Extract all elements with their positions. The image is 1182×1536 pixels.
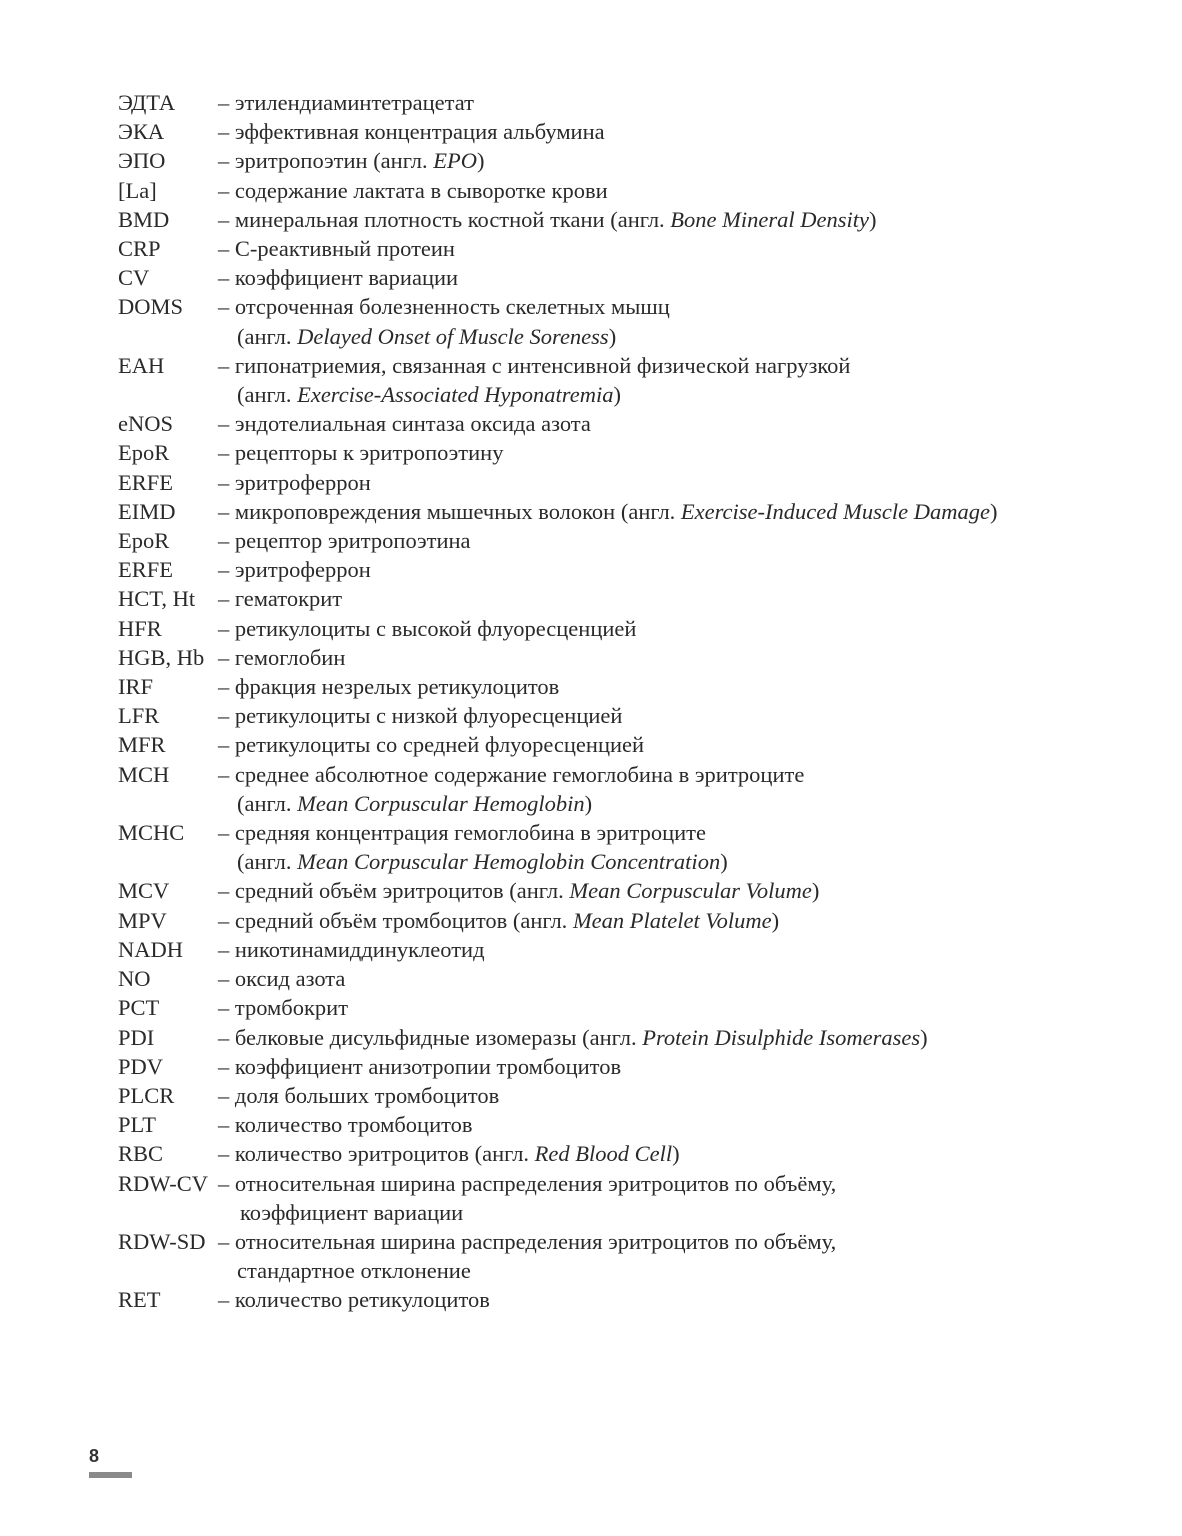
abbreviation-term: LFR (118, 703, 160, 729)
definition-text: относительная ширина распределения эритроцитов по объёму, (234, 1228, 837, 1254)
definition-text: количество тромбоцитов (234, 1112, 473, 1138)
definition-dash: – (218, 148, 230, 174)
definition-dash: – (218, 1024, 230, 1050)
definition-text: коэффициент анизотропии тромбоцитов (234, 1053, 622, 1079)
abbreviation-entry (118, 263, 1118, 292)
abbreviation-entry (118, 1110, 1118, 1139)
abbreviation-entry (118, 1052, 1118, 1081)
definition-text: ретикулоциты с низкой флуоресценцией (234, 703, 623, 729)
closing-paren: ) (613, 382, 621, 408)
definition-dash: – (218, 732, 230, 758)
abbreviation-term: RDW-SD (118, 1228, 206, 1254)
definition-dash: – (218, 1170, 230, 1196)
definition-text: эритропоэтин (англ. (234, 148, 434, 174)
definition-dash: – (218, 90, 230, 115)
definition-dash: – (218, 206, 230, 232)
definition-text: гематокрит (234, 586, 343, 612)
definition-text: ретикулоциты с высокой флуоресценцией (234, 615, 637, 641)
closing-paren: ) (989, 498, 998, 524)
definition-text: относительная ширина распределения эритроцитов по объёму, (234, 1170, 837, 1196)
definition-dash: – (218, 1112, 230, 1138)
definition-text: рецептор эритропоэтина (234, 528, 471, 554)
abbreviation-term: PCT (118, 995, 160, 1021)
closing-paren: ) (811, 878, 820, 904)
definition-dash: – (218, 615, 230, 641)
definition-dash: – (218, 1141, 230, 1167)
definition-dash: – (218, 411, 230, 437)
abbreviation-entry (118, 234, 1118, 263)
definition-dash: – (218, 1287, 230, 1313)
abbreviation-term: MCHC (118, 820, 185, 846)
abbreviation-entry (118, 730, 1118, 759)
definition-continuation (218, 322, 1118, 351)
definition-dash: – (218, 703, 230, 729)
abbreviation-term: HGB, Hb (118, 644, 205, 670)
definition-text: гипонатриемия, связанная с интенсивной физической нагрузкой (234, 352, 851, 378)
abbreviation-term: RDW-CV (118, 1170, 208, 1196)
definition-dash: – (218, 674, 230, 700)
definition-text: эритроферрон (234, 557, 371, 583)
abbreviation-entry (118, 1285, 1118, 1314)
definition-dash: – (218, 528, 230, 554)
abbreviation-term: CV (118, 265, 150, 291)
abbreviation-entry (118, 526, 1118, 555)
abbreviation-term: ЭПО (118, 148, 166, 174)
abbreviation-term: ЭКА (118, 119, 165, 145)
abbreviation-entry (118, 438, 1118, 467)
definition-text: доля больших тромбоцитов (234, 1082, 500, 1108)
definition-dash: – (218, 440, 230, 466)
abbreviation-term: ERFE (118, 557, 174, 583)
abbreviation-term: EIMD (118, 498, 176, 524)
abbreviation-term: PLT (118, 1112, 156, 1138)
abbreviation-term: NADH (118, 936, 183, 962)
definition-dash: – (218, 995, 230, 1021)
abbreviation-term: BMD (118, 206, 170, 232)
definition-text: среднее абсолютное содержание гемоглобина в эритроците (234, 761, 805, 787)
definition-dash: – (218, 236, 230, 262)
abbreviation-entry (118, 964, 1118, 993)
definition-text: количество эритроцитов (англ. (234, 1141, 535, 1167)
abbreviation-term: MCV (118, 878, 170, 904)
definition-dash: – (218, 498, 230, 524)
definition-text: рецепторы к эритропоэтину (234, 440, 504, 466)
abbreviation-entry (118, 468, 1118, 497)
english-term: Mean Corpuscular Volume (569, 878, 812, 904)
definition-continuation-text: (англ. (237, 849, 298, 875)
definition-continuation (218, 1256, 1118, 1285)
abbreviation-entry (118, 205, 1118, 234)
closing-paren: ) (608, 323, 617, 349)
abbreviation-entry (118, 409, 1118, 438)
definition-text: отсроченная болезненность скелетных мышц (234, 294, 670, 320)
abbreviation-entry (118, 351, 1118, 409)
abbreviation-entry (118, 906, 1118, 935)
definition-text: средний объём тромбоцитов (англ. (234, 907, 573, 933)
english-term: EPO (433, 148, 478, 174)
abbreviation-term: eNOS (118, 411, 173, 437)
definition-dash: – (218, 586, 230, 612)
definition-continuation-text: (англ. (237, 323, 298, 349)
definition-text: эндотелиальная синтаза оксида азота (234, 411, 591, 437)
english-term: Protein Disulphide Isomerases (642, 1024, 921, 1050)
definition-text: никотинамиддинуклеотид (234, 936, 485, 962)
abbreviation-entry (118, 292, 1118, 350)
abbreviation-term: EpoR (118, 528, 170, 554)
english-term: Bone Mineral Density (670, 206, 869, 232)
abbreviation-entry (118, 1227, 1118, 1285)
page-number: 8 (89, 1446, 100, 1466)
definition-dash: – (218, 878, 230, 904)
abbreviation-list (118, 88, 1118, 1315)
abbreviation-term: PDI (118, 1024, 155, 1050)
abbreviation-term: ERFE (118, 469, 174, 495)
abbreviation-term: MPV (118, 907, 167, 933)
abbreviation-term: HFR (118, 615, 162, 641)
definition-dash: – (218, 1228, 230, 1254)
abbreviation-term: HCT, Ht (118, 586, 196, 612)
definition-continuation-text: (англ. (237, 382, 298, 408)
english-term: Mean Platelet Volume (572, 907, 772, 933)
definition-text: оксид азота (234, 966, 346, 992)
abbreviation-entry (118, 146, 1118, 175)
closing-paren: ) (869, 206, 877, 232)
page-number-rule (89, 1472, 132, 1478)
abbreviation-entry (118, 935, 1118, 964)
abbreviation-entry (118, 614, 1118, 643)
abbreviation-entry (118, 993, 1118, 1022)
abbreviation-entry (118, 176, 1118, 205)
definition-text: минеральная плотность костной ткани (англ. (234, 206, 671, 232)
abbreviation-entry (118, 1169, 1118, 1227)
closing-paren: ) (771, 907, 780, 933)
abbreviation-term: PDV (118, 1053, 164, 1079)
abbreviation-term: PLCR (118, 1082, 175, 1108)
abbreviation-entry (118, 497, 1118, 526)
definition-continuation (218, 1198, 1118, 1227)
definition-continuation-text: коэффициент вариации (240, 1199, 464, 1225)
abbreviation-entry (118, 1139, 1118, 1168)
abbreviation-entry (118, 818, 1118, 876)
closing-paren: ) (477, 148, 485, 174)
definition-dash: – (218, 1053, 230, 1079)
closing-paren: ) (672, 1141, 680, 1167)
definition-text: С-реактивный протеин (234, 236, 455, 262)
definition-dash: – (218, 352, 230, 378)
definition-continuation-text: стандартное отклонение (237, 1258, 471, 1284)
definition-text: средний объём эритроцитов (англ. (234, 878, 570, 904)
abbreviation-term: NO (118, 966, 151, 992)
closing-paren: ) (920, 1024, 928, 1050)
definition-text: гемоглобин (234, 644, 346, 670)
definition-text: этилендиаминтетрацетат (234, 90, 474, 115)
english-term: Exercise-Induced Muscle Damage (680, 498, 990, 524)
abbreviation-entry (118, 1081, 1118, 1110)
definition-dash: – (218, 907, 230, 933)
abbreviation-term: [La] (118, 177, 157, 203)
abbreviation-term: MFR (118, 732, 166, 758)
english-term: Exercise-Associated Hyponatremia (297, 382, 614, 408)
definition-continuation-text: (англ. (237, 790, 298, 816)
definition-dash: – (218, 644, 230, 670)
definition-dash: – (218, 557, 230, 583)
abbreviation-entry (118, 672, 1118, 701)
definition-dash: – (218, 1082, 230, 1108)
definition-dash: – (218, 177, 230, 203)
abbreviation-term: IRF (118, 674, 154, 700)
definition-text: количество ретикулоцитов (234, 1287, 490, 1313)
definition-continuation (218, 789, 1118, 818)
definition-dash: – (218, 469, 230, 495)
abbreviation-term: DOMS (118, 294, 184, 320)
abbreviation-term: EpoR (118, 440, 170, 466)
abbreviation-term: EAH (118, 352, 165, 378)
abbreviation-entry (118, 584, 1118, 613)
abbreviation-entry (118, 876, 1118, 905)
abbreviation-term: ЭДТА (118, 90, 176, 115)
closing-paren: ) (584, 790, 593, 816)
definition-continuation (218, 847, 1118, 876)
definition-text: белковые дисульфидные изомеразы (англ. (234, 1024, 643, 1050)
abbreviation-entry (118, 555, 1118, 584)
abbreviation-entry (118, 1023, 1118, 1052)
definition-text: эритроферрон (234, 469, 371, 495)
definition-text: фракция незрелых ретикулоцитов (234, 674, 560, 700)
abbreviation-entry (118, 88, 1118, 117)
definition-text: коэффициент вариации (234, 265, 459, 291)
definition-dash: – (218, 294, 230, 320)
english-term: Delayed Onset of Muscle Soreness (297, 323, 609, 349)
definition-text: эффективная концентрация альбумина (234, 119, 605, 145)
definition-dash: – (218, 936, 230, 962)
abbreviation-term: CRP (118, 236, 161, 262)
definition-text: тромбокрит (234, 995, 349, 1021)
abbreviation-entry (118, 643, 1118, 672)
english-term: Mean Corpuscular Hemoglobin (297, 790, 585, 816)
definition-dash: – (218, 265, 230, 291)
closing-paren: ) (720, 849, 728, 875)
abbreviation-term: RET (118, 1287, 161, 1313)
definition-dash: – (218, 820, 230, 846)
english-term: Mean Corpuscular Hemoglobin Concentration (297, 849, 721, 875)
definition-text: содержание лактата в сыворотке крови (234, 177, 608, 203)
abbreviation-entry (118, 117, 1118, 146)
definition-text: ретикулоциты со средней флуоресценцией (234, 732, 645, 758)
definition-dash: – (218, 761, 230, 787)
definition-text: микроповреждения мышечных волокон (англ. (234, 498, 681, 524)
abbreviation-entry (118, 760, 1118, 818)
definition-text: средняя концентрация гемоглобина в эритроците (234, 820, 706, 846)
abbreviation-term: RBC (118, 1141, 164, 1167)
abbreviation-entry (118, 701, 1118, 730)
abbreviation-term: MCH (118, 761, 170, 787)
english-term: Red Blood Cell (534, 1141, 673, 1167)
definition-continuation (218, 380, 1118, 409)
definition-dash: – (218, 966, 230, 992)
definition-dash: – (218, 119, 230, 145)
